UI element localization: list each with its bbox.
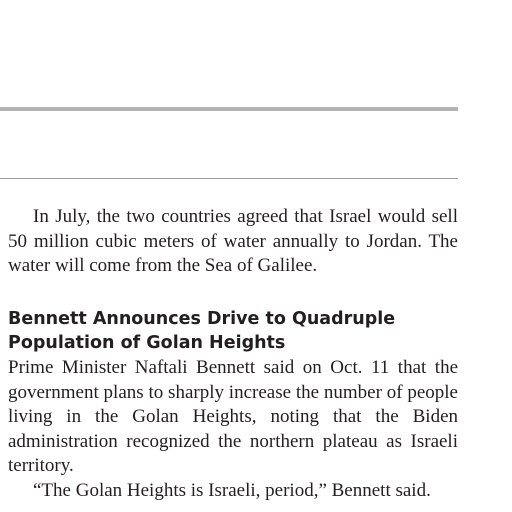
article-intro [8, 205, 458, 279]
section-divider-thin [0, 178, 458, 179]
intro-paragraph: In July, the two countries agreed that Israel would sell 50 million cubic meters of water annually to Jordan. The water will come from the Sea of Galilee. [8, 206, 458, 276]
body-paragraph-2: “The Golan Heights is Israeli, period,” Bennett said. [33, 479, 431, 501]
article-body [8, 356, 458, 503]
body-paragraph-1: Prime Minister Naftali Bennett said on Oct. 11 that the government plans to sharply increase the number of people living in the Golan Heights, noting that the Biden administration recognized the northern plateau as Israeli territory. [8, 357, 458, 476]
article-headline: Bennett Announces Drive to Quadruple Population of Golan Heights [8, 309, 396, 353]
section-divider-thick [0, 107, 458, 111]
